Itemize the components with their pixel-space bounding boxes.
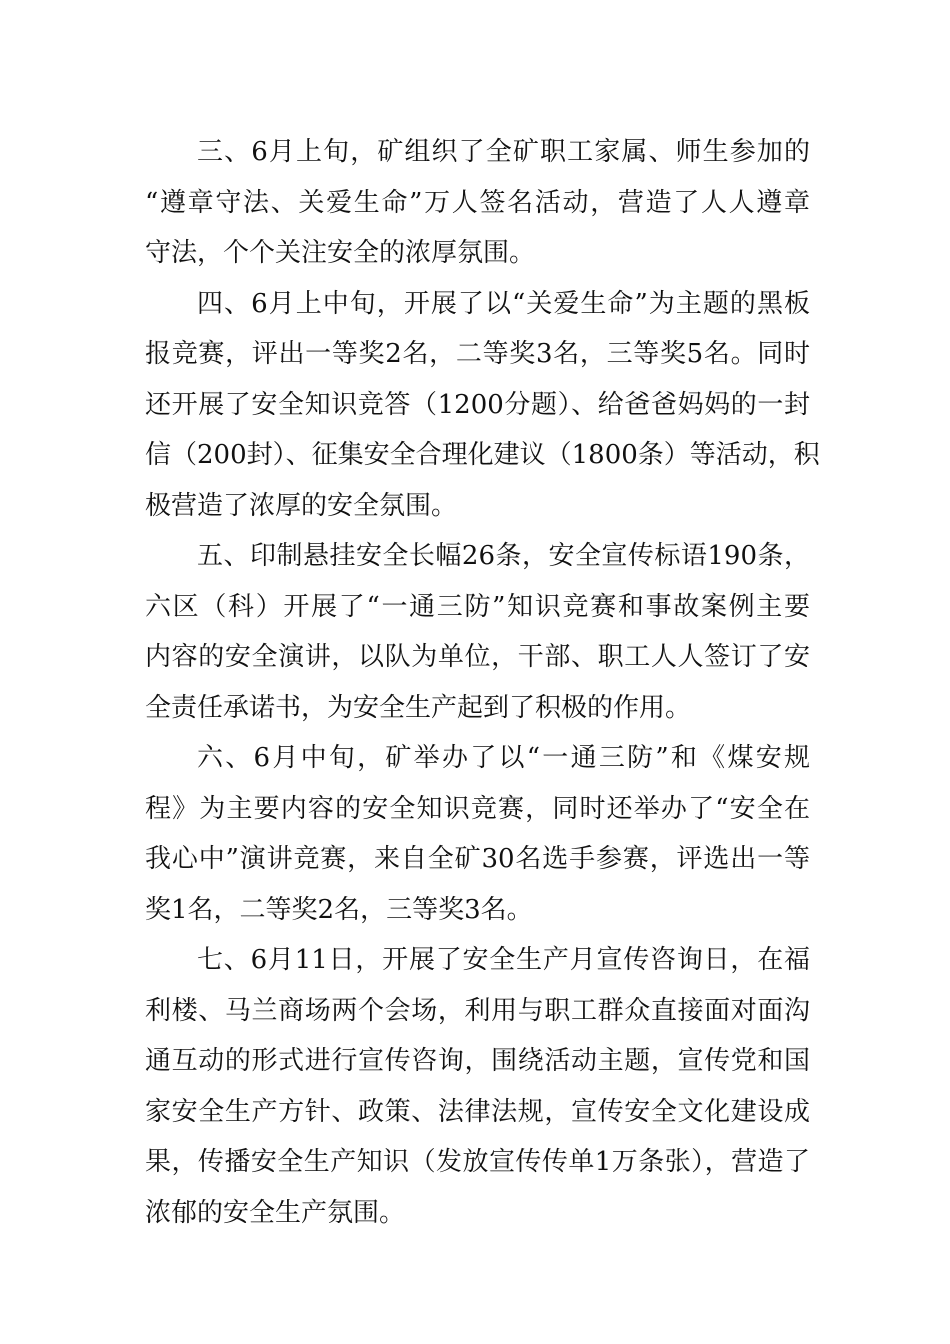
text-line: 全责任承诺书，为安全生产起到了积极的作用。 <box>145 692 692 723</box>
text-line: 三、6月上旬，矿组织了全矿职工家属、师生参加的 <box>197 137 810 167</box>
text-line: 报竞赛，评出一等奖2名，二等奖3名，三等奖5名。同时 <box>145 339 810 369</box>
text-line: 信（200封）、征集安全合理化建议（1800条）等活动，积 <box>145 440 820 470</box>
text-line: 奖1名，二等奖2名，三等奖3名。 <box>145 894 533 925</box>
text-line: 还开展了安全知识竞答（1200分题）、给爸爸妈妈的一封 <box>145 389 810 420</box>
text-line: 果，传播安全生产知识（发放宣传传单1万条张），营造了 <box>145 1147 810 1177</box>
paragraph-6 <box>145 733 810 935</box>
text-line: 通互动的形式进行宣传咨询，围绕活动主题，宣传党和国 <box>145 1046 810 1076</box>
paragraph-7 <box>145 935 810 1238</box>
text-line: “遵章守法、关爱生命”万人签名活动，营造了人人遵章 <box>145 187 810 218</box>
text-line: 六区（科）开展了“一通三防”知识竞赛和事故案例主要 <box>145 591 810 622</box>
text-line: 七、6月11日，开展了安全生产月宣传咨询日，在福 <box>197 945 810 975</box>
paragraph-5 <box>145 531 810 733</box>
text-line: 程》为主要内容的安全知识竞赛，同时还举办了“安全在 <box>145 793 810 824</box>
paragraph-4 <box>145 279 820 532</box>
text-line: 浓郁的安全生产氛围。 <box>145 1197 406 1228</box>
document-body <box>145 127 820 1238</box>
paragraph-3 <box>145 127 810 279</box>
text-line: 五、印制悬挂安全长幅26条，安全宣传标语190条， <box>197 541 810 571</box>
text-line: 六、6月中旬，矿举办了以“一通三防”和《煤安规 <box>197 743 810 773</box>
text-line: 内容的安全演讲，以队为单位，干部、职工人人签订了安 <box>145 642 810 672</box>
text-line: 四、6月上中旬，开展了以“关爱生命”为主题的黑板 <box>197 288 810 319</box>
text-line: 守法，个个关注安全的浓厚氛围。 <box>145 238 536 268</box>
text-line: 利楼、马兰商场两个会场，利用与职工群众直接面对面沟 <box>145 995 810 1026</box>
text-line: 我心中”演讲竞赛，来自全矿30名选手参赛，评选出一等 <box>145 844 810 874</box>
text-line: 家安全生产方针、政策、法律法规，宣传安全文化建设成 <box>145 1096 810 1127</box>
text-line: 极营造了浓厚的安全氛围。 <box>145 490 458 521</box>
